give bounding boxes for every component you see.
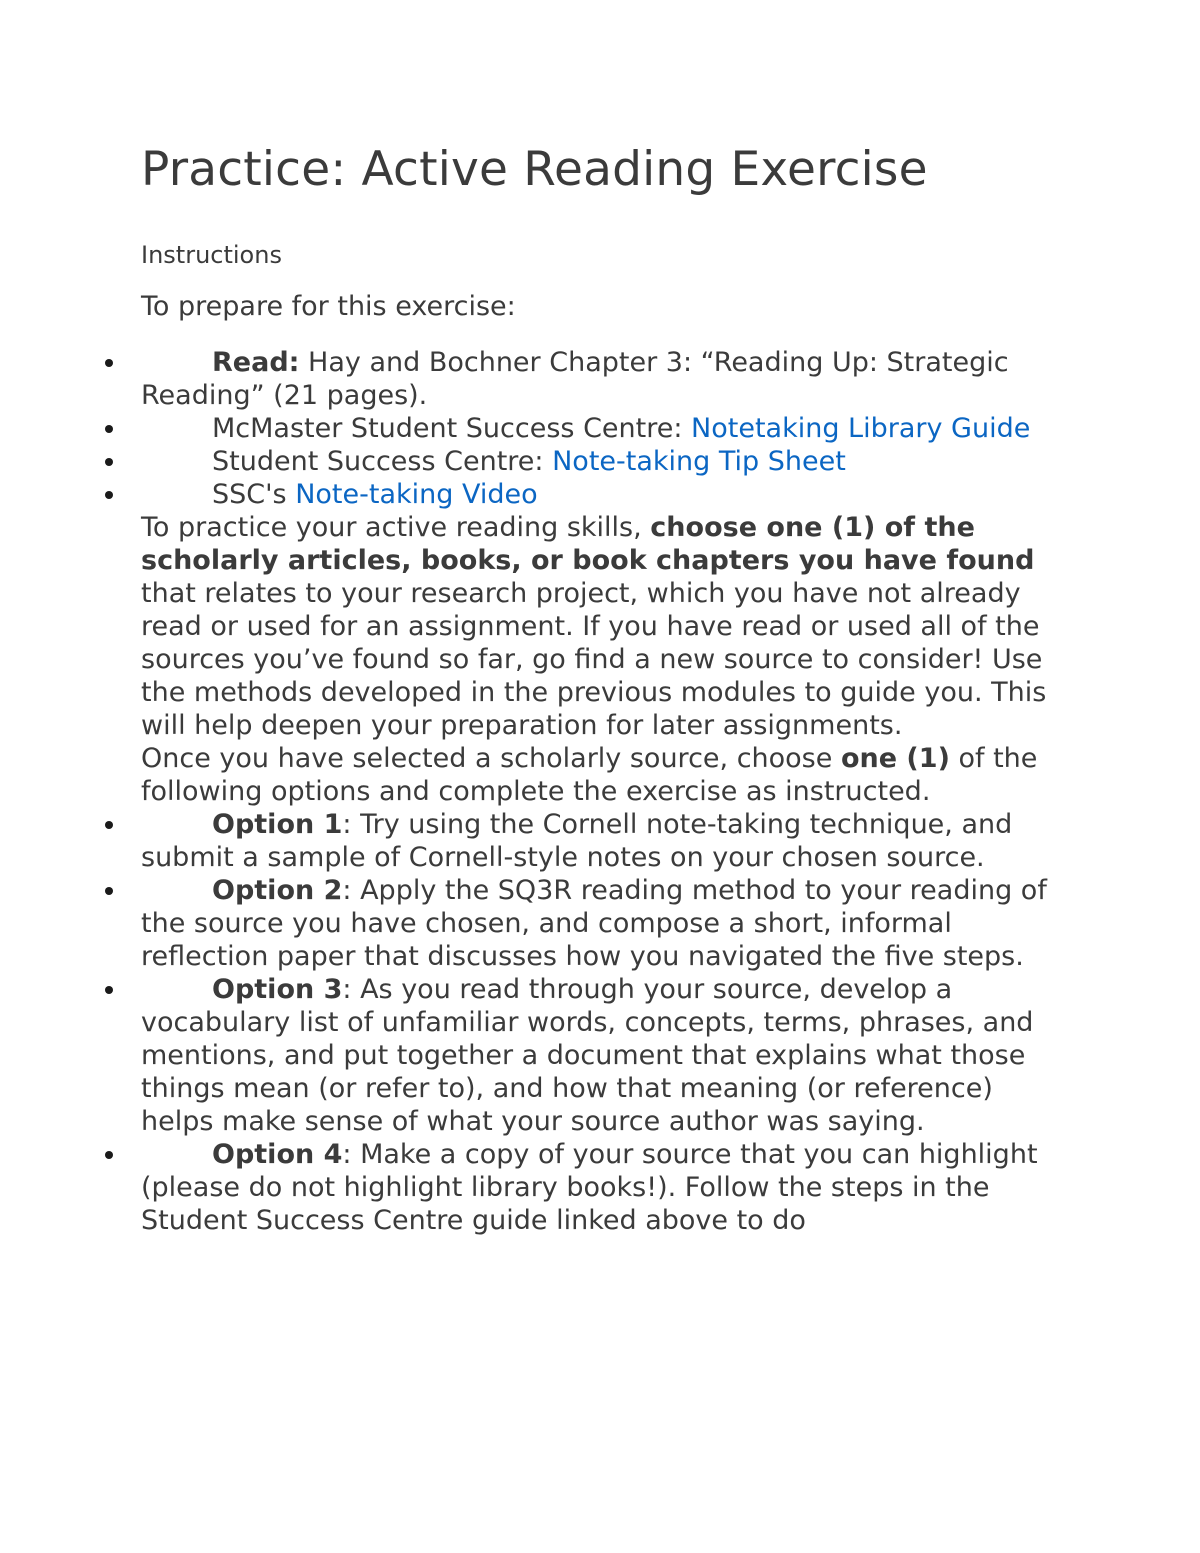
page-title: Practice: Active Reading Exercise — [141, 142, 928, 197]
note-taking-video-link[interactable]: Note-taking Video — [295, 479, 538, 510]
practice-paragraph — [141, 511, 1061, 742]
prep-item-text: McMaster Student Success Centre: — [212, 413, 692, 444]
select-text-2: of the following options and complete the exercise as instructed. — [141, 743, 1038, 807]
list-item — [141, 808, 1061, 874]
options-list — [141, 808, 1061, 1237]
option-label: Option 2 — [212, 875, 343, 906]
option-text: : Try using the Cornell note-taking technique, and submit a sample of Cornell-style notes on your chosen source. — [141, 809, 1013, 873]
prep-item-bold: Read: — [212, 347, 300, 378]
instructions-heading: Instructions — [141, 241, 282, 269]
prep-list — [141, 346, 1061, 511]
document-page — [141, 140, 1061, 1237]
prep-item-text: SSC's — [212, 479, 296, 510]
option-text: : Make a copy of your source that you can highlight (please do not highlight library books!). Follow the steps in the Student Success Centre guide linked above to do — [141, 1139, 1038, 1236]
option-label: Option 4 — [212, 1139, 343, 1170]
practice-text-2: that relates to your research project, which you have not already read or used for an assignment. If you have read or used all of the sources you’ve found so far, go find a new source to consider! Use the methods developed in the previous modules to guide you. This will help deepen your preparation for later assignments. — [141, 578, 1047, 741]
prep-item-text: Student Success Centre: — [212, 446, 553, 477]
bullet-icon — [105, 425, 113, 433]
option-text: : As you read through your source, develop a vocabulary list of unfamiliar words, concepts, terms, phrases, and mentions, and put together a document that explains what those things mean (or refer to), and how that meaning (or reference) helps make sense of what your source author was saying. — [141, 974, 1034, 1137]
list-item — [141, 412, 1061, 445]
option-label: Option 1 — [212, 809, 343, 840]
list-item — [141, 1138, 1061, 1237]
bullet-icon — [105, 887, 113, 895]
practice-text-bold: choose one (1) of the scholarly articles, books, or book chapters you have found — [141, 512, 1035, 576]
select-paragraph — [141, 742, 1061, 808]
notetaking-library-guide-link[interactable]: Notetaking Library Guide — [691, 413, 1031, 444]
bullet-icon — [105, 821, 113, 829]
note-taking-tip-sheet-link[interactable]: Note-taking Tip Sheet — [552, 446, 846, 477]
prep-intro: To prepare for this exercise: — [141, 291, 516, 322]
select-text-1: Once you have selected a scholarly source, choose — [141, 743, 841, 774]
bullet-icon — [105, 458, 113, 466]
practice-text-1: To practice your active reading skills, — [141, 512, 651, 543]
list-item — [141, 346, 1061, 412]
bullet-icon — [105, 1151, 113, 1159]
option-label: Option 3 — [212, 974, 343, 1005]
bullet-icon — [105, 986, 113, 994]
prep-item-text: Hay and Bochner Chapter 3: “Reading Up: Strategic Reading” (21 pages). — [141, 347, 1009, 411]
bullet-icon — [105, 491, 113, 499]
select-text-bold: one (1) — [840, 743, 950, 774]
list-item — [141, 478, 1061, 511]
bullet-icon — [105, 359, 113, 367]
list-item — [141, 445, 1061, 478]
list-item — [141, 874, 1061, 973]
list-item — [141, 973, 1061, 1138]
option-text: : Apply the SQ3R reading method to your reading of the source you have chosen, and compose a short, informal reflection paper that discusses how you navigated the five steps. — [141, 875, 1047, 972]
